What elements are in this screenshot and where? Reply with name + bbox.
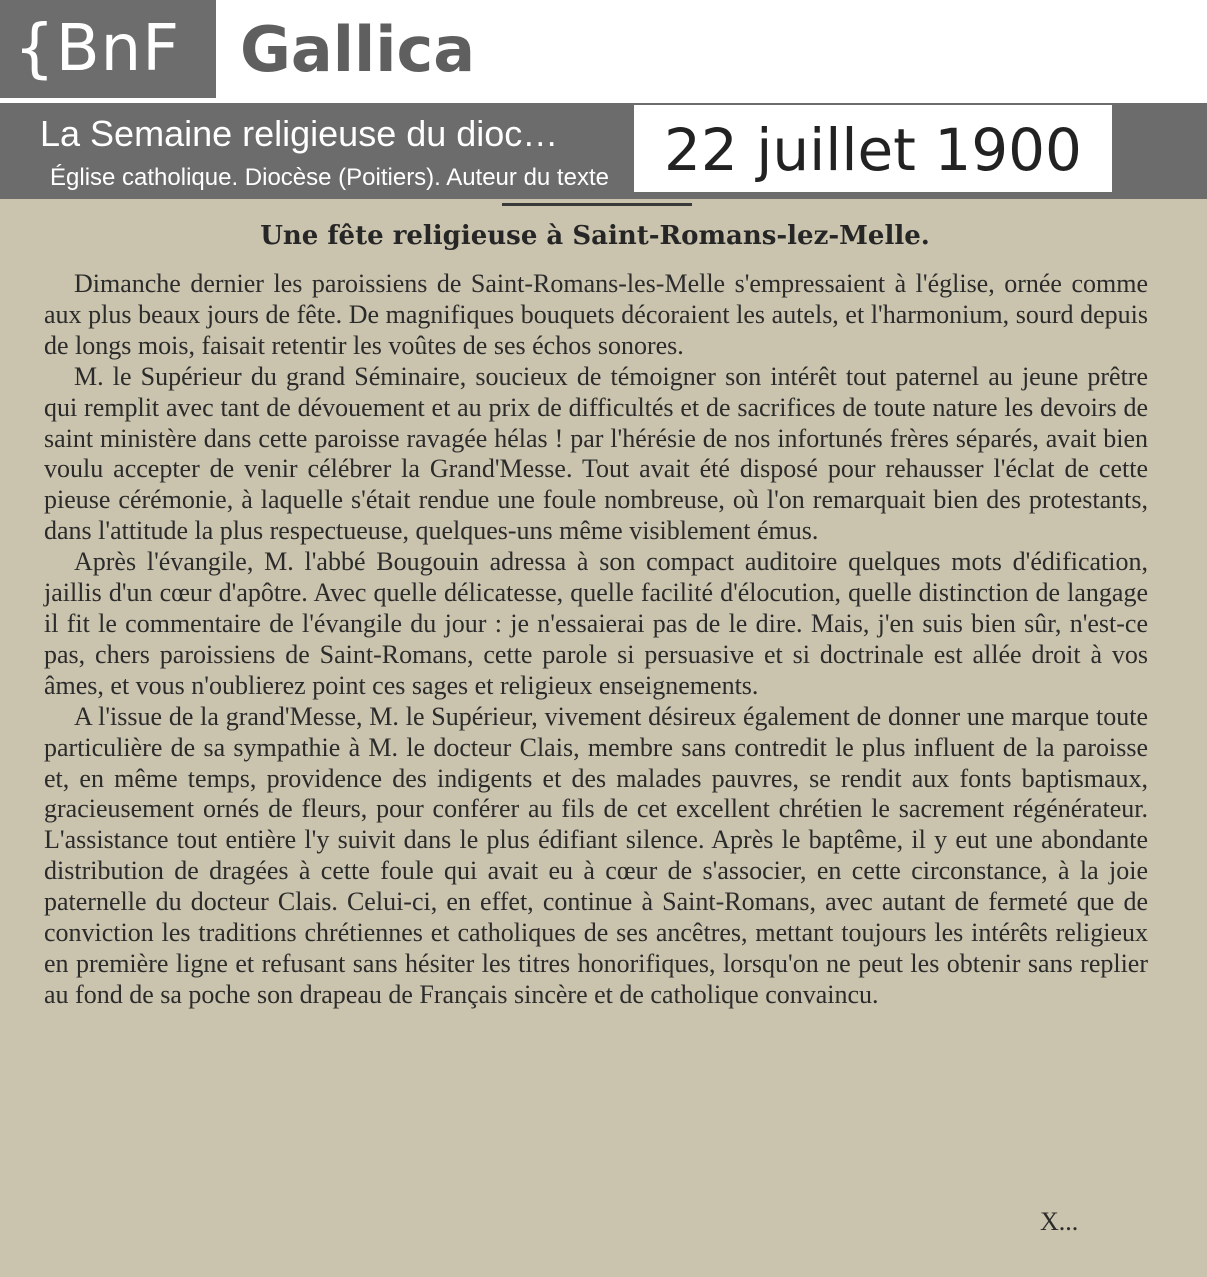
article-body	[44, 269, 1148, 1011]
article-title: Une fête religieuse à Saint-Romans-lez-Melle.	[260, 221, 930, 251]
publication-title[interactable]: La Semaine religieuse du dioc…	[40, 113, 559, 154]
publication-author: Église catholique. Diocèse (Poitiers). Auteur du texte	[50, 164, 609, 191]
scanned-page	[0, 199, 1207, 1277]
document-header	[0, 103, 1207, 199]
article-paragraph: M. le Supérieur du grand Séminaire, soucieux de témoigner son intérêt tout paternel au jeune prêtre qui remplit avec tant de dévouement et au prix de difficultés et de sacrifices de toute nature les devoirs de saint ministère dans cette paroisse ravagée hélas ! par l'hérésie de nos infortunés frères séparés, avait bien voulu accepter de venir célébrer la Grand'Messe. Tout avait été disposé pour rehausser l'éclat de cette pieuse cérémonie, à laquelle s'était rendue une foule nombreuse, où l'on remarquait bien des protestants, dans l'attitude la plus respectueuse, quelques-uns même visiblement émus.	[44, 361, 1148, 546]
article-signature: X...	[1040, 1207, 1079, 1236]
article-paragraph: A l'issue de la grand'Messe, M. le Supérieur, vivement désireux également de donner une marque toute particulière de sa sympathie à M. le docteur Clais, membre sans contredit le plus influent de la paroisse et, en même temps, providence des indigents et des malades pauvres, se rendit aux fonts baptismaux, gracieusement ornés de fleurs, pour conférer au fils de cet excellent chrétien le sacrement régénérateur. L'assistance tout entière l'y suivit dans le plus édifiant silence. Après le baptême, il y eut une abondante distribution de dragées à cette foule qui avait eu à cœur de s'associer, en cette circonstance, à la joie paternelle du docteur Clais. Celui-ci, en effet, continue à Saint-Romans, avec autant de fermeté que de conviction les traditions chrétiennes et catholiques de ses ancêtres, mettant toujours les intérêts religieux en première ligne et refusant sans hésiter les titres honorifiques, lorsqu'on ne peut les obtenir sans replier au fond de sa poche son drapeau de Français sincère et de catholique convaincu.	[44, 701, 1148, 1009]
publication-date: 22 juillet 1900	[634, 105, 1112, 192]
article-paragraph: Après l'évangile, M. l'abbé Bougouin adressa à son compact auditoire quelques mots d'édification, jaillis d'un cœur d'apôtre. Avec quelle délicatesse, quelle facilité d'élocution, quelle distinction de langage il fit le commentaire de l'évangile du jour : je n'essaierai pas de le dire. Mais, j'en suis bien sûr, n'est-ce pas, chers paroissiens de Saint-Romans, cette parole si persuasive et si doctrinale est allée droit à vos âmes, et vous n'oublierez point ces sages et religieux enseignements.	[44, 547, 1148, 700]
separator-rule	[502, 203, 692, 206]
article-paragraph: Dimanche dernier les paroissiens de Saint-Romans-les-Melle s'empressaient à l'église, ornée comme aux plus beaux jours de fête. De magnifiques bouquets décoraient les autels, et l'harmonium, sourd depuis de longs mois, faisait retentir les voûtes de ses échos sonores.	[44, 269, 1148, 360]
gallica-title[interactable]: Gallica	[240, 13, 476, 86]
bnf-logo[interactable]: {BnF	[0, 0, 216, 98]
